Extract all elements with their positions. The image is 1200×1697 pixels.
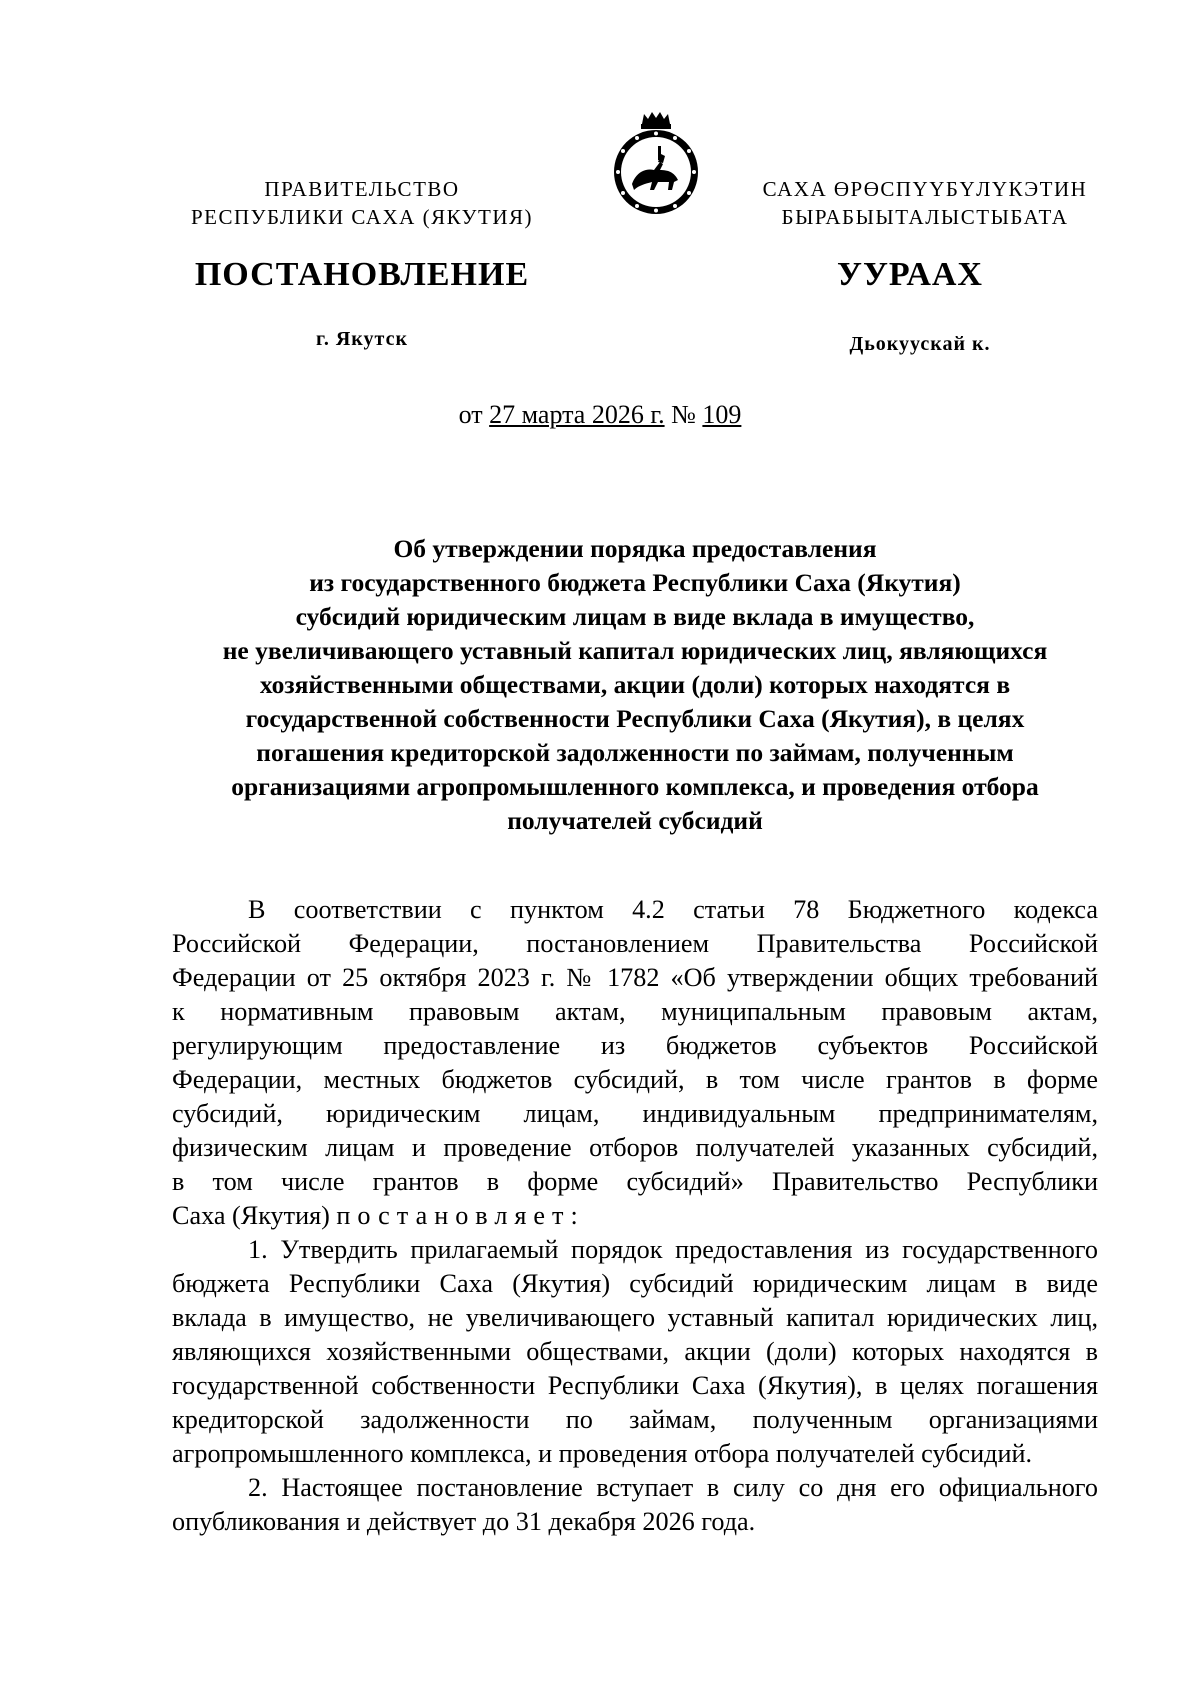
doc-type-sah: УУРААХ <box>837 256 983 293</box>
preamble-line: субсидий, юридическим лицам, индивидуальным предпринимателям, <box>172 1099 1098 1128</box>
item-1-line: 1. Утвердить прилагаемый порядок предоставления из государственного <box>248 1235 1098 1264</box>
subject-line: из государственного бюджета Республики Саха (Якутия) <box>309 568 961 597</box>
header-right-line-1: САХА ӨРӨСПҮҮБҮЛҮКЭТИН <box>762 177 1088 201</box>
item-1-line: бюджета Республики Саха (Якутия) субсидий юридическим лицам в виде <box>172 1269 1098 1298</box>
item-1-line: агропромышленного комплекса, и проведения отбора получателей субсидий. <box>172 1439 1033 1468</box>
subject-line: государственной собственности Республики Саха (Якутия), в целях <box>245 704 1025 733</box>
preamble-ending <box>172 1199 1098 1233</box>
item-1-line: являющихся хозяйственными обществами, акции (доли) которых находятся в <box>172 1337 1098 1366</box>
subject-line: погашения кредиторской задолженности по займам, полученным <box>256 738 1014 767</box>
header-right <box>740 175 1110 231</box>
subject-line: хозяйственными обществами, акции (доли) которых находятся в <box>259 670 1011 699</box>
preamble-line: физическим лицам и проведение отборов получателей указанных субсидий, <box>172 1133 1098 1162</box>
item-1-line: кредиторской задолженности по займам, полученным организациями <box>172 1405 1098 1434</box>
subject-line: не увеличивающего уставный капитал юридических лиц, являющихся <box>222 636 1048 665</box>
item-1-line: вклада в имущество, не увеличивающего уставный капитал юридических лиц, <box>172 1303 1098 1332</box>
preamble-line: регулирующим предоставление из бюджетов субъектов Российской <box>172 1031 1098 1060</box>
preamble-line: в том числе грантов в форме субсидий» Правительство Республики <box>172 1167 1098 1196</box>
preamble-line: Федерации, местных бюджетов субсидий, в том числе грантов в форме <box>172 1065 1098 1094</box>
item-2-line: опубликования и действует до 31 декабря 2026 года. <box>172 1507 756 1536</box>
item-1-line: государственной собственности Республики Саха (Якутия), в целях погашения <box>172 1371 1098 1400</box>
preamble-line: Российской Федерации, постановлением Правительства Российской <box>172 929 1098 958</box>
document-number: 109 <box>702 400 742 429</box>
document-body <box>172 893 1098 1539</box>
preamble-line: к нормативным правовым актам, муниципальным правовым актам, <box>172 997 1098 1026</box>
subject-line: организациями агропромышленного комплекса, и проведения отбора <box>231 772 1039 801</box>
item-2-line: 2. Настоящее постановление вступает в силу со дня его официального <box>248 1473 1098 1502</box>
doc-type-ru: ПОСТАНОВЛЕНИЕ <box>194 256 530 293</box>
header-left-line-2: РЕСПУБЛИКИ САХА (ЯКУТИЯ) <box>190 205 534 229</box>
header-left <box>172 175 552 231</box>
preamble-line: В соответствии с пунктом 4.2 статьи 78 Бюджетного кодекса <box>248 895 1098 924</box>
date-line <box>172 400 1028 430</box>
city-sah: Дьокуускай к. <box>849 333 991 355</box>
document-date: 27 марта 2026 г. <box>489 400 665 429</box>
document-subject <box>172 532 1098 838</box>
city-ru: г. Якутск <box>316 328 408 350</box>
subject-line: получателей субсидий <box>507 806 763 835</box>
subject-line: Об утверждении порядка предоставления <box>393 534 877 563</box>
header-left-line-1: ПРАВИТЕЛЬСТВО <box>264 177 460 201</box>
subject-line: субсидий юридическим лицам в виде вклада в имущество, <box>295 602 975 631</box>
preamble-ending-text: Саха (Якутия) <box>172 1201 337 1230</box>
preamble-line: Федерации от 25 октября 2023 г. № 1782 «Об утверждении общих требований <box>172 963 1098 992</box>
date-prefix: от <box>458 400 490 429</box>
header-right-line-2: БЫРАБЫЫТАЛЫСТЫБАТА <box>781 205 1069 229</box>
republic-emblem-icon <box>608 110 704 222</box>
number-sign: № <box>664 400 703 429</box>
resolves-word: постановляет: <box>336 1201 585 1230</box>
